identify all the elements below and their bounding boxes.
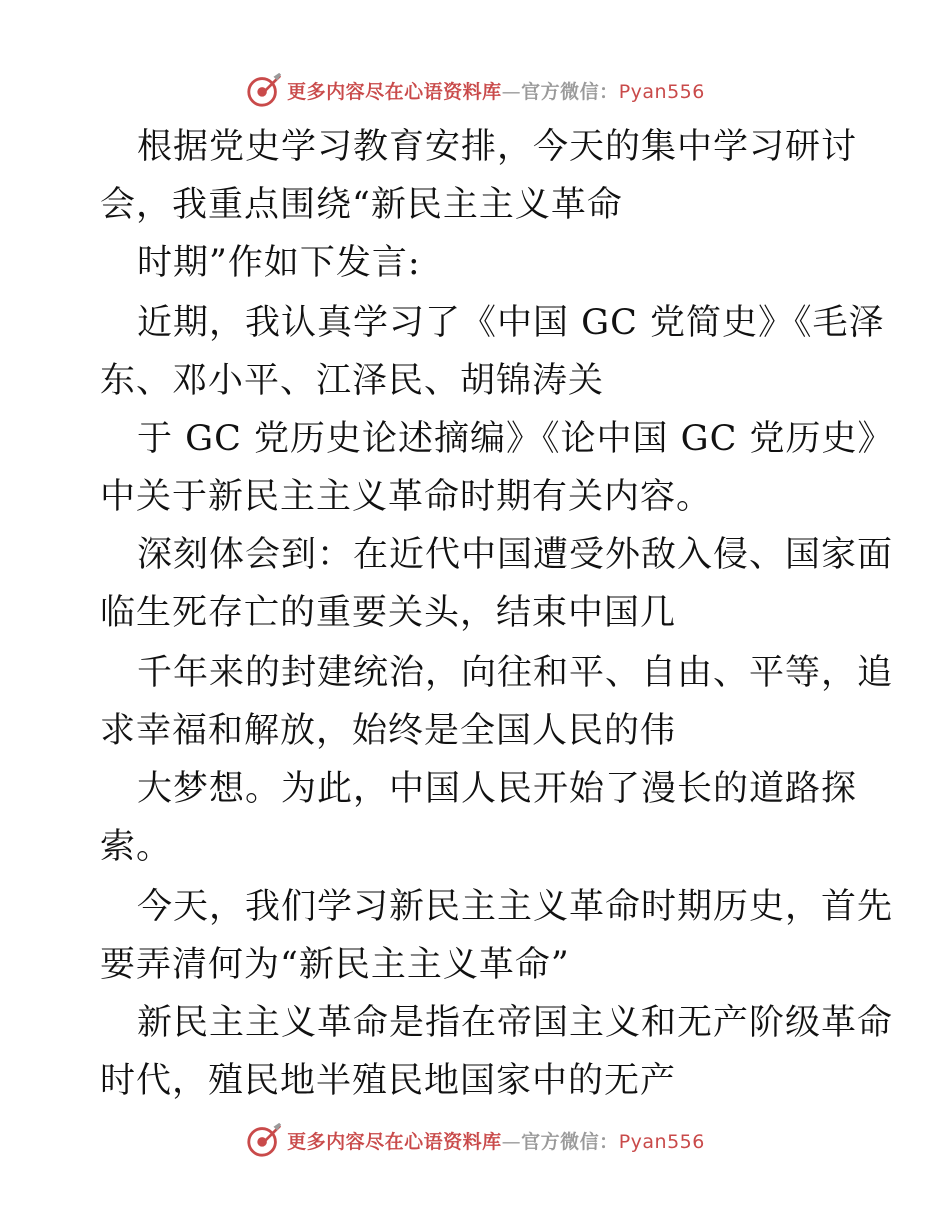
body-line: 索。 <box>100 827 173 867</box>
body-line: 千年来的封建统治，向往和平、自由、平等，追 <box>137 653 894 693</box>
watermark-text <box>287 1127 705 1154</box>
body-line: 时代，殖民地半殖民地国家中的无产 <box>100 1061 677 1101</box>
body-line: 东、邓小平、江泽民、胡锦涛关 <box>100 361 605 401</box>
watermark-official-label: 官方微信： <box>521 80 619 103</box>
body-line: 大梦想。为此，中国人民开始了漫长的道路探 <box>137 769 858 809</box>
watermark-account: Pyan556 <box>618 1130 705 1153</box>
body-line: 近期，我认真学习了《中国 GC 党简史》《毛泽 <box>137 303 885 343</box>
watermark-brand: 更多内容尽在心语资料库 <box>287 80 502 103</box>
watermark-official-label: 官方微信： <box>521 1130 619 1153</box>
body-line: 深刻体会到：在近代中国遭受外敌入侵、国家面 <box>137 535 894 575</box>
body-line: 临生死存亡的重要关头，结束中国几 <box>100 593 677 633</box>
body-line: 今天，我们学习新民主主义革命时期历史，首先 <box>137 887 894 927</box>
footer-watermark <box>0 1120 950 1160</box>
body-line: 根据党史学习教育安排，今天的集中学习研讨 <box>137 127 858 167</box>
body-line: 时期”作如下发言: <box>137 243 421 283</box>
body-line: 求幸福和解放，始终是全国人民的伟 <box>100 711 677 751</box>
watermark-separator: — <box>501 80 522 103</box>
body-line: 于 GC 党历史论述摘编》《论中国 GC 党历史》 <box>137 419 894 459</box>
quill-logo-icon <box>245 1121 283 1159</box>
body-line: 会，我重点围绕“新民主主义革命 <box>100 185 623 225</box>
watermark-brand: 更多内容尽在心语资料库 <box>287 1130 502 1153</box>
body-line: 中关于新民主主义革命时期有关内容。 <box>100 477 713 517</box>
watermark-account: Pyan556 <box>618 80 705 103</box>
watermark-separator: — <box>501 1130 522 1153</box>
body-line: 新民主主义革命是指在帝国主义和无产阶级革命 <box>137 1003 894 1043</box>
body-line: 要弄清何为“新民主主义革命” <box>100 945 570 985</box>
